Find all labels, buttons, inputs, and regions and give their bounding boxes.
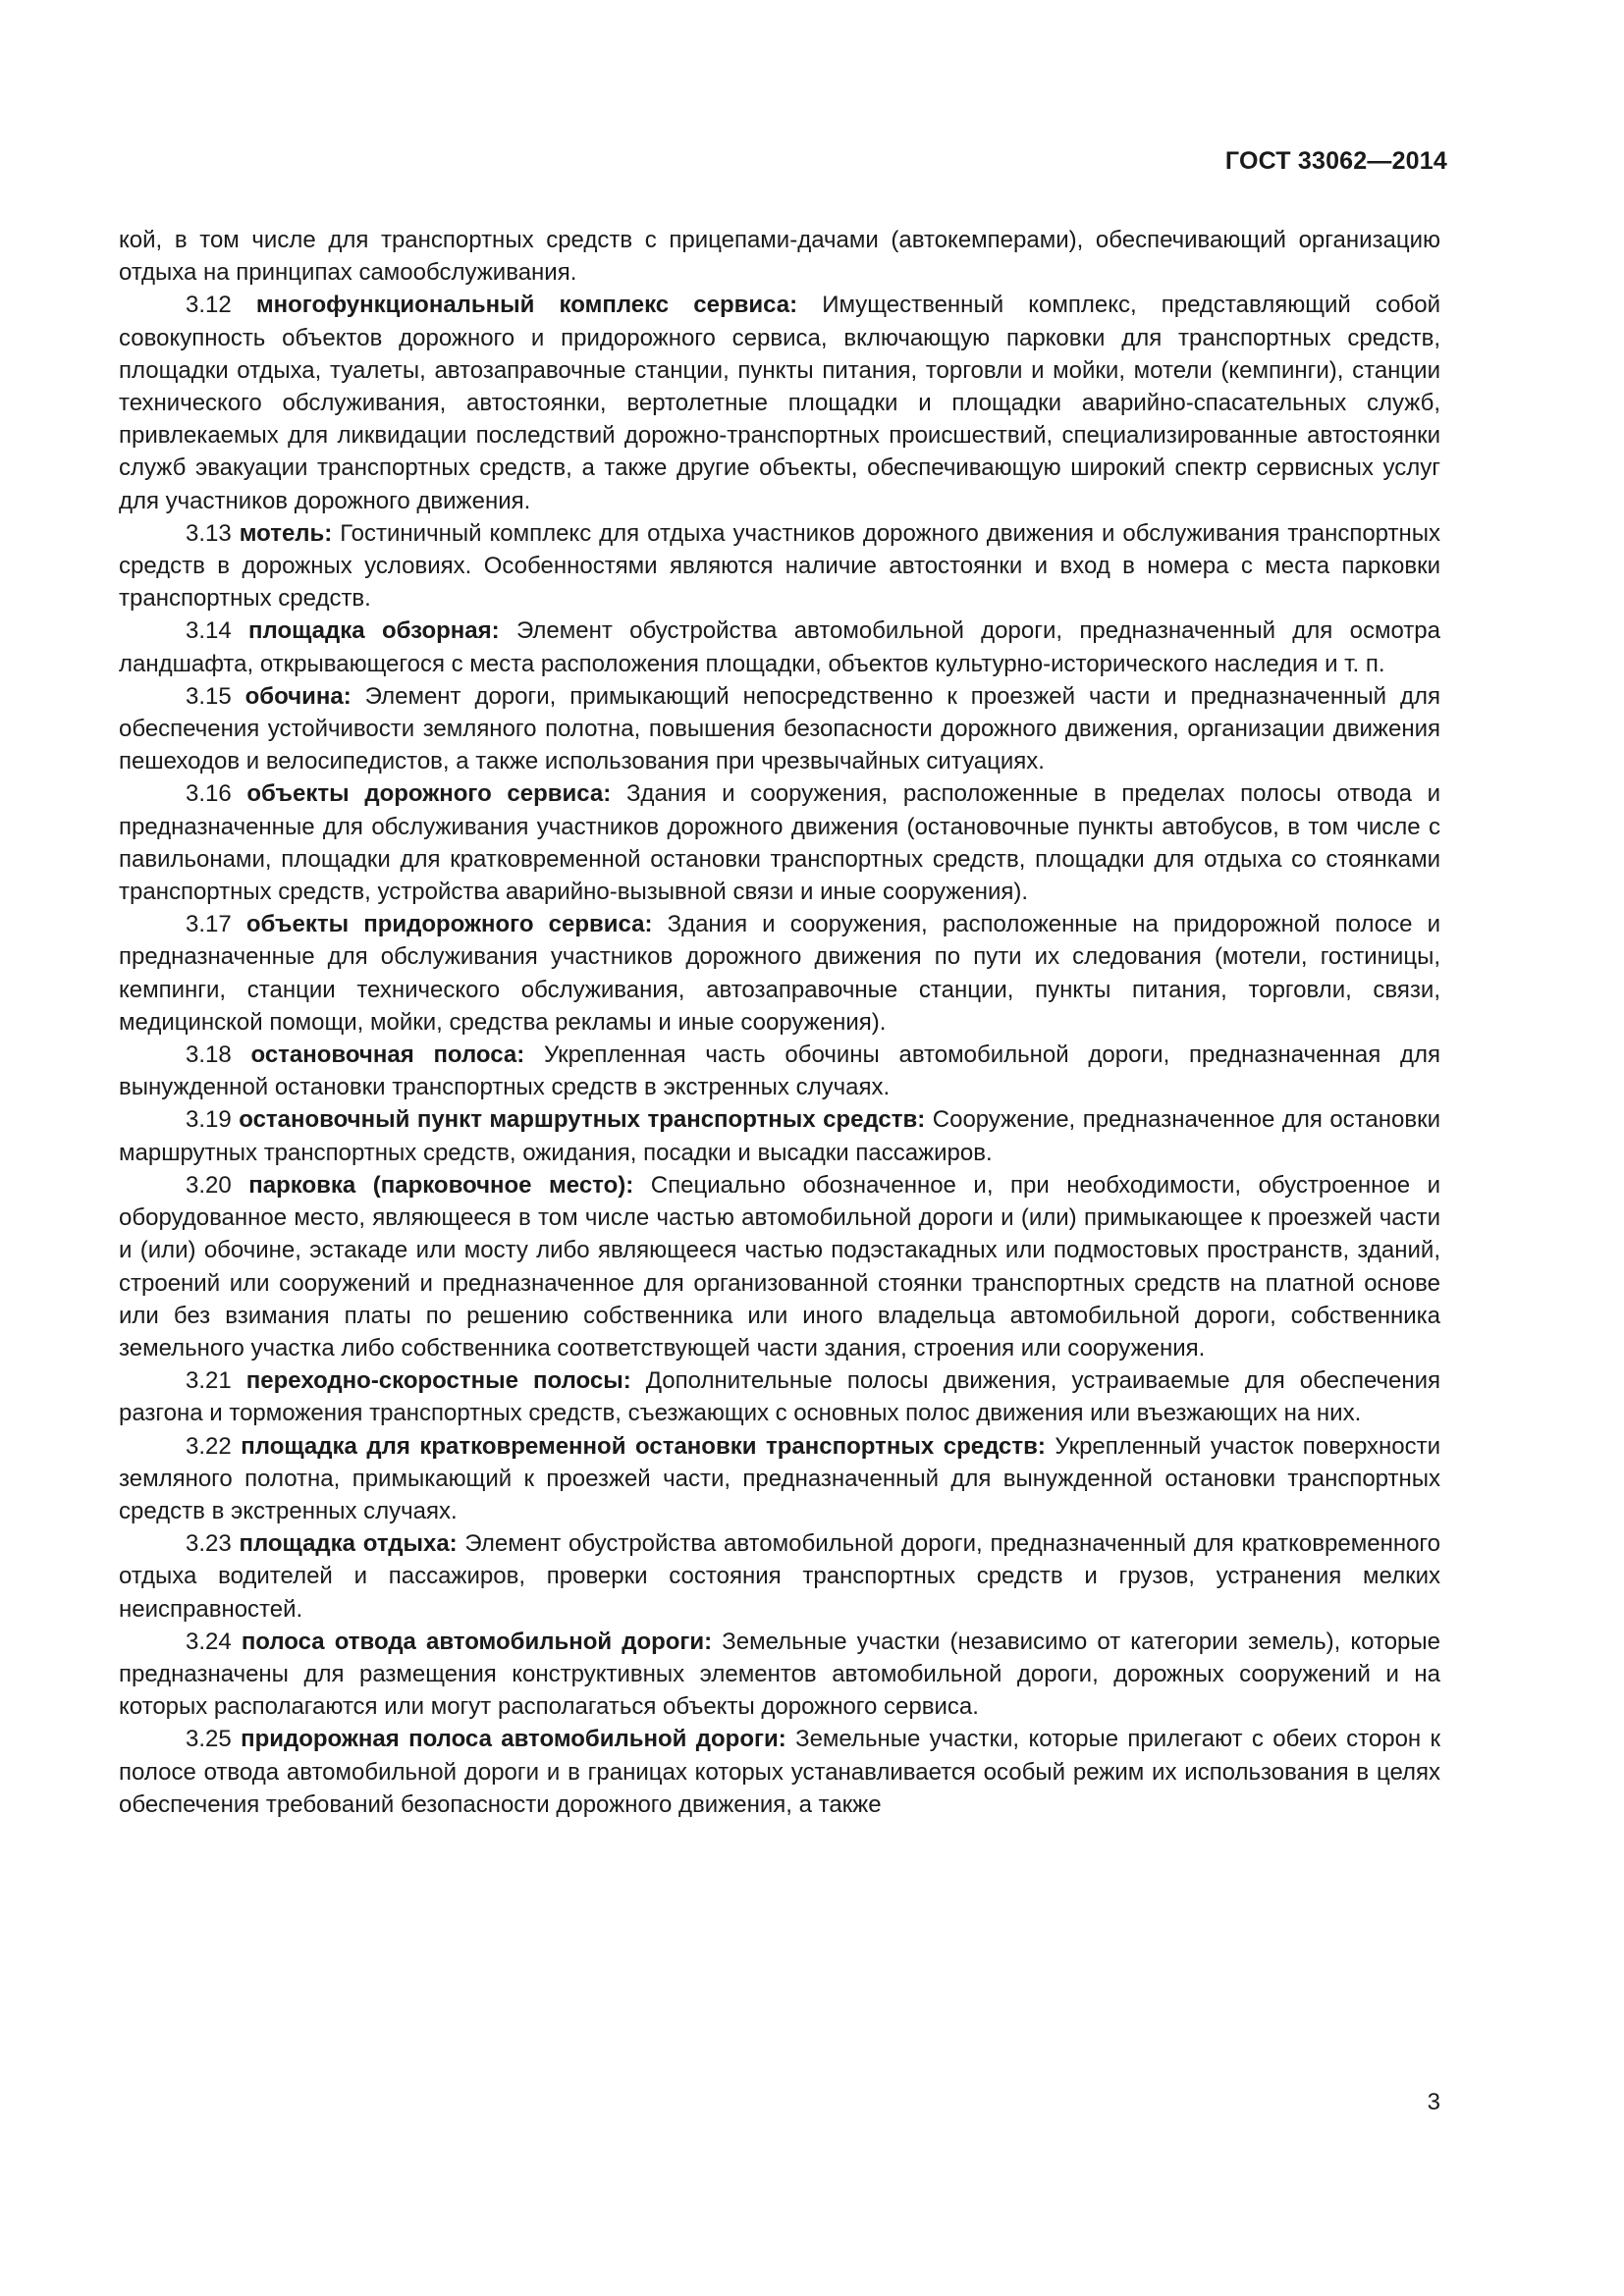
definition-term: площадка отдыха: — [239, 1530, 458, 1558]
definition-3-24 — [119, 1626, 1440, 1724]
definition-3-20 — [119, 1169, 1440, 1364]
definition-text: Элемент дороги, примыкающий непосредственно к проезжей части и предназначенный для обеспечения устойчивости земляного полотна, повышения безопасности дорожного движения, организации движения пешеходов и велосипедистов, а также использования при чрезвычайных ситуациях. — [119, 682, 1440, 775]
definition-term: остановочный пункт маршрутных транспортных средств: — [239, 1106, 926, 1134]
definition-number: 3.12 — [186, 292, 232, 319]
paragraph-intro: кой, в том числе для транспортных средств с прицепами-дачами (автокемперами), обеспечивающий организацию отдыха на принципах самообслуживания. — [119, 227, 1440, 287]
definition-number: 3.22 — [186, 1432, 232, 1460]
definition-term: переходно-скоростные полосы: — [245, 1367, 631, 1395]
definition-term: площадка для кратковременной остановки транспортных средств: — [241, 1432, 1046, 1460]
definition-number: 3.16 — [186, 780, 232, 808]
definition-term: объекты дорожного сервиса: — [246, 780, 612, 808]
document-body — [119, 224, 1440, 1821]
definition-3-16 — [119, 777, 1440, 908]
definition-3-15 — [119, 680, 1440, 778]
definition-term: обочина: — [244, 682, 352, 710]
definition-number: 3.19 — [186, 1106, 232, 1134]
document-header: ГОСТ 33062—2014 — [1224, 147, 1447, 175]
definition-3-13 — [119, 517, 1440, 615]
definition-number: 3.17 — [186, 911, 232, 938]
definition-number: 3.20 — [186, 1171, 232, 1199]
definition-text: Элемент обустройства автомобильной дороги, предназначенный для осмотра ландшафта, открывающегося с места расположения площадки, объектов культурно-исторического наследия и т. п. — [119, 617, 1440, 677]
definition-number: 3.13 — [186, 519, 232, 547]
definition-text: Специально обозначенное и, при необходимости, обустроенное и оборудованное место, являющееся в том числе частью автомобильной дороги и (или) примыкающее к проезжей части и (или) обочине, эстакаде или мосту либо являющееся частью подэстакадных или подмостовых пространств, зданий, строений или сооружений и предназначенное для организованной стоянки транспортных средств на платной основе или без взимания платы по решению собственника или иного владельца автомобильной дороги, собственника земельного участка либо собственника соответствующей части здания, строения или сооружения. — [119, 1171, 1441, 1362]
definition-text: Земельные участки, которые прилегают с обеих сторон к полосе отвода автомобильной дороги и в границах которых устанавливается особый режим их использования в целях обеспечения требований безопасности дорожного движения, а также — [119, 1726, 1441, 1818]
definition-text: Сооружение, предназначенное для остановки маршрутных транспортных средств, ожидания, посадки и высадки пассажиров. — [119, 1106, 1440, 1166]
definition-3-23 — [119, 1527, 1440, 1626]
definition-text: Гостиничный комплекс для отдыха участников дорожного движения и обслуживания транспортных средств в дорожных условиях. Особенностями являются наличие автостоянки и вход в номера с места парковки транспортных средств. — [119, 519, 1440, 613]
definition-3-12 — [119, 289, 1440, 516]
definition-text: Укрепленный участок поверхности земляного полотна, примыкающий к проезжей части, предназначенный для вынужденной остановки транспортных средств в экстренных случаях. — [119, 1432, 1441, 1524]
definition-number: 3.25 — [186, 1726, 232, 1753]
definition-term: мотель: — [239, 519, 333, 547]
definition-term: парковка (парковочное место): — [248, 1171, 634, 1199]
definition-number: 3.14 — [186, 617, 232, 645]
definition-3-25 — [119, 1723, 1440, 1821]
definition-number: 3.23 — [186, 1530, 232, 1558]
definition-text: Укрепленная часть обочины автомобильной дороги, предназначенная для вынужденной остановки транспортных средств в экстренных случаях. — [119, 1041, 1441, 1101]
definition-term: площадка обзорная: — [248, 617, 500, 645]
definition-text: Здания и сооружения, расположенные в пределах полосы отвода и предназначенные для обслуживания участников дорожного движения (остановочные пункты автобусов, в том числе с павильонами, площадки для кратковременной остановки транспортных средств, площадки для отдыха со стоянками транспортных средств, устройства аварийно-вызывной связи и иные сооружения). — [119, 780, 1440, 906]
definition-text: Земельные участки (независимо от категории земель), которые предназначены для размещения конструктивных элементов автомобильной дороги, дорожных сооружений и на которых располагаются или могут располагаться объекты дорожного сервиса. — [119, 1628, 1440, 1721]
definition-3-21 — [119, 1364, 1440, 1429]
definition-text: Имущественный комплекс, представляющий собой совокупность объектов дорожного и придорожного сервиса, включающую парковки для транспортных средств, площадки отдыха, туалеты, автозаправочные станции, пункты питания, торговли и мойки, мотели (кемпинги), станции технического обслуживания, автостоянки, вертолетные площадки и площадки аварийно-спасательных служб, привлекаемых для ликвидации последствий дорожно-транспортных происшествий, специализированные автостоянки служб эвакуации транспортных средств, а также другие объекты, обеспечивающую широкий спектр сервисных услуг для участников дорожного движения. — [119, 292, 1440, 514]
definition-term: полоса отвода автомобильной дороги: — [241, 1628, 713, 1655]
definition-3-17 — [119, 908, 1440, 1039]
definition-number: 3.21 — [186, 1367, 232, 1395]
definition-3-22 — [119, 1430, 1440, 1528]
definition-term: придорожная полоса автомобильной дороги: — [241, 1726, 786, 1753]
definition-number: 3.18 — [186, 1041, 232, 1069]
definition-text: Элемент обустройства автомобильной дороги, предназначенный для кратковременного отдыха водителей и пассажиров, проверки состояния транспортных средств и грузов, устранения мелких неисправностей. — [119, 1530, 1441, 1623]
definition-3-14 — [119, 614, 1440, 679]
definition-number: 3.15 — [186, 682, 232, 710]
definition-term: остановочная полоса: — [250, 1041, 525, 1069]
definition-text: Здания и сооружения, расположенные на придорожной полосе и предназначенные для обслуживания участников дорожного движения по пути их следования (мотели, гостиницы, кемпинги, станции технического обслуживания, автозаправочные станции, пункты питания, торговли, связи, медицинской помощи, мойки, средства рекламы и иные сооружения). — [119, 911, 1440, 1036]
definition-3-19 — [119, 1103, 1440, 1168]
definition-term: объекты придорожного сервиса: — [245, 911, 653, 938]
definition-3-18 — [119, 1039, 1440, 1103]
page-number: 3 — [1427, 2089, 1440, 2115]
definition-term: многофункциональный комплекс сервиса: — [255, 292, 798, 319]
definition-number: 3.24 — [186, 1628, 232, 1655]
definition-text: Дополнительные полосы движения, устраиваемые для обеспечения разгона и торможения транспортных средств, съезжающих с основных полос движения или въезжающих на них. — [119, 1367, 1441, 1427]
